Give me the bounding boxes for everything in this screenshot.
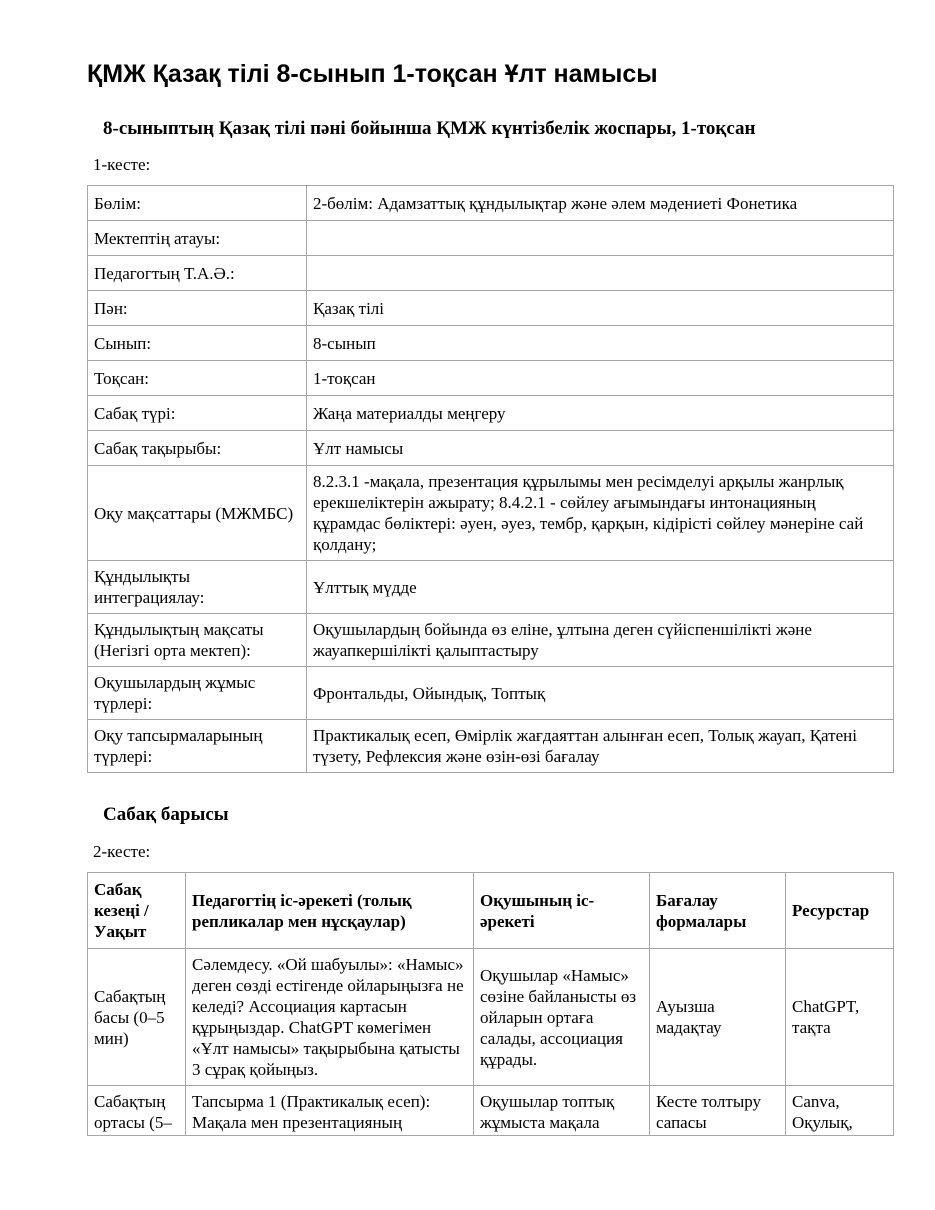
table-row: [88, 186, 894, 221]
row-value: 8.2.3.1 -мақала, презентация құрылымы мен ресімделуі арқылы жанрлық ерекшеліктерін ажырату; 8.4.2.1 - сөйлеу ағымындағы интонацияның құрамдас бөліктері: әуен, әуез, тембр, қарқын, кідірісті сөйлеу мәнеріне сай қолдану;: [307, 466, 894, 561]
table-row: [88, 431, 894, 466]
row-value: [307, 221, 894, 256]
row-value: Қазақ тілі: [307, 291, 894, 326]
cell-stage: Сабақтың ортасы (5–: [88, 1086, 186, 1136]
row-value: [307, 256, 894, 291]
table-row: [88, 256, 894, 291]
table-row: [88, 326, 894, 361]
lesson-flow-table: [87, 872, 894, 1136]
row-label: Құндылықты интеграциялау:: [88, 561, 307, 614]
row-value: Практикалық есеп, Өмірлік жағдаяттан алынған есеп, Толық жауап, Қатені түзету, Рефлексия және өзін-өзі бағалау: [307, 720, 894, 773]
row-label: Бөлім:: [88, 186, 307, 221]
row-label: Оқу мақсаттары (МЖМБС): [88, 466, 307, 561]
cell-teacher: Сәлемдесу. «Ой шабуылы»: «Намыс» деген сөзді естігенде ойларыңызға не келеді? Ассоциация картасын құрыңыздар. ChatGPT көмегімен «Ұлт намысы» тақырыбына қатысты 3 сұрақ қойыңыз.: [186, 949, 474, 1086]
document-subtitle: 8-сыныптың Қазақ тілі пәні бойынша ҚМЖ күнтізбелік жоспары, 1-тоқсан: [103, 118, 756, 139]
table-header-row: [88, 873, 894, 949]
cell-student: Оқушылар «Намыс» сөзіне байланысты өз ойларын ортаға салады, ассоциация құрады.: [474, 949, 650, 1086]
row-label: Пән:: [88, 291, 307, 326]
column-header: Бағалау формалары: [650, 873, 786, 949]
table-row: [88, 221, 894, 256]
row-label: Құндылықтың мақсаты (Негізгі орта мектеп):: [88, 614, 307, 667]
column-header: Педагогтің іс-әрекеті (толық репликалар мен нұсқаулар): [186, 873, 474, 949]
row-value: Оқушылардың бойында өз еліне, ұлтына деген сүйіспеншілікті және жауапкершілікті қалыптастыру: [307, 614, 894, 667]
row-value: Жаңа материалды меңгеру: [307, 396, 894, 431]
row-label: Педагогтың Т.А.Ә.:: [88, 256, 307, 291]
row-label: Оқу тапсырмаларының түрлері:: [88, 720, 307, 773]
row-label: Мектептің атауы:: [88, 221, 307, 256]
table-row: [88, 396, 894, 431]
row-value: 1-тоқсан: [307, 361, 894, 396]
row-label: Оқушылардың жұмыс түрлері:: [88, 667, 307, 720]
cell-student: Оқушылар топтық жұмыста мақала: [474, 1086, 650, 1136]
column-header: Ресурстар: [786, 873, 894, 949]
document-title: ҚМЖ Қазақ тілі 8-сынып 1-тоқсан Ұлт намысы: [87, 60, 658, 88]
column-header: Сабақ кезеңі / Уақыт: [88, 873, 186, 949]
table-row: [88, 361, 894, 396]
cell-teacher: Тапсырма 1 (Практикалық есеп): Мақала мен презентацияның: [186, 1086, 474, 1136]
row-label: Сабақ түрі:: [88, 396, 307, 431]
cell-resources: ChatGPT, тақта: [786, 949, 894, 1086]
row-label: Тоқсан:: [88, 361, 307, 396]
lesson-info-table: [87, 185, 894, 773]
table-row: [88, 720, 894, 773]
row-label: Сабақ тақырыбы:: [88, 431, 307, 466]
row-value: 2-бөлім: Адамзаттық құндылықтар және әлем мәдениеті Фонетика: [307, 186, 894, 221]
section-heading: Сабақ барысы: [103, 804, 229, 825]
row-value: Ұлт намысы: [307, 431, 894, 466]
table2-caption: 2-кесте:: [93, 842, 151, 861]
table-row: [88, 291, 894, 326]
cell-stage: Сабақтың басы (0–5 мин): [88, 949, 186, 1086]
table-row: [88, 949, 894, 1086]
row-value: 8-сынып: [307, 326, 894, 361]
row-label: Сынып:: [88, 326, 307, 361]
table1-caption: 1-кесте:: [93, 155, 151, 174]
column-header: Оқушының іс-әрекеті: [474, 873, 650, 949]
table-row: [88, 561, 894, 614]
cell-assessment: Ауызша мадақтау: [650, 949, 786, 1086]
table-row: [88, 466, 894, 561]
table-row: [88, 667, 894, 720]
table-row: [88, 614, 894, 667]
row-value: Фронтальды, Ойындық, Топтық: [307, 667, 894, 720]
cell-assessment: Кесте толтыру сапасы: [650, 1086, 786, 1136]
cell-resources: Canva, Оқулық,: [786, 1086, 894, 1136]
row-value: Ұлттық мүдде: [307, 561, 894, 614]
table-row: [88, 1086, 894, 1136]
